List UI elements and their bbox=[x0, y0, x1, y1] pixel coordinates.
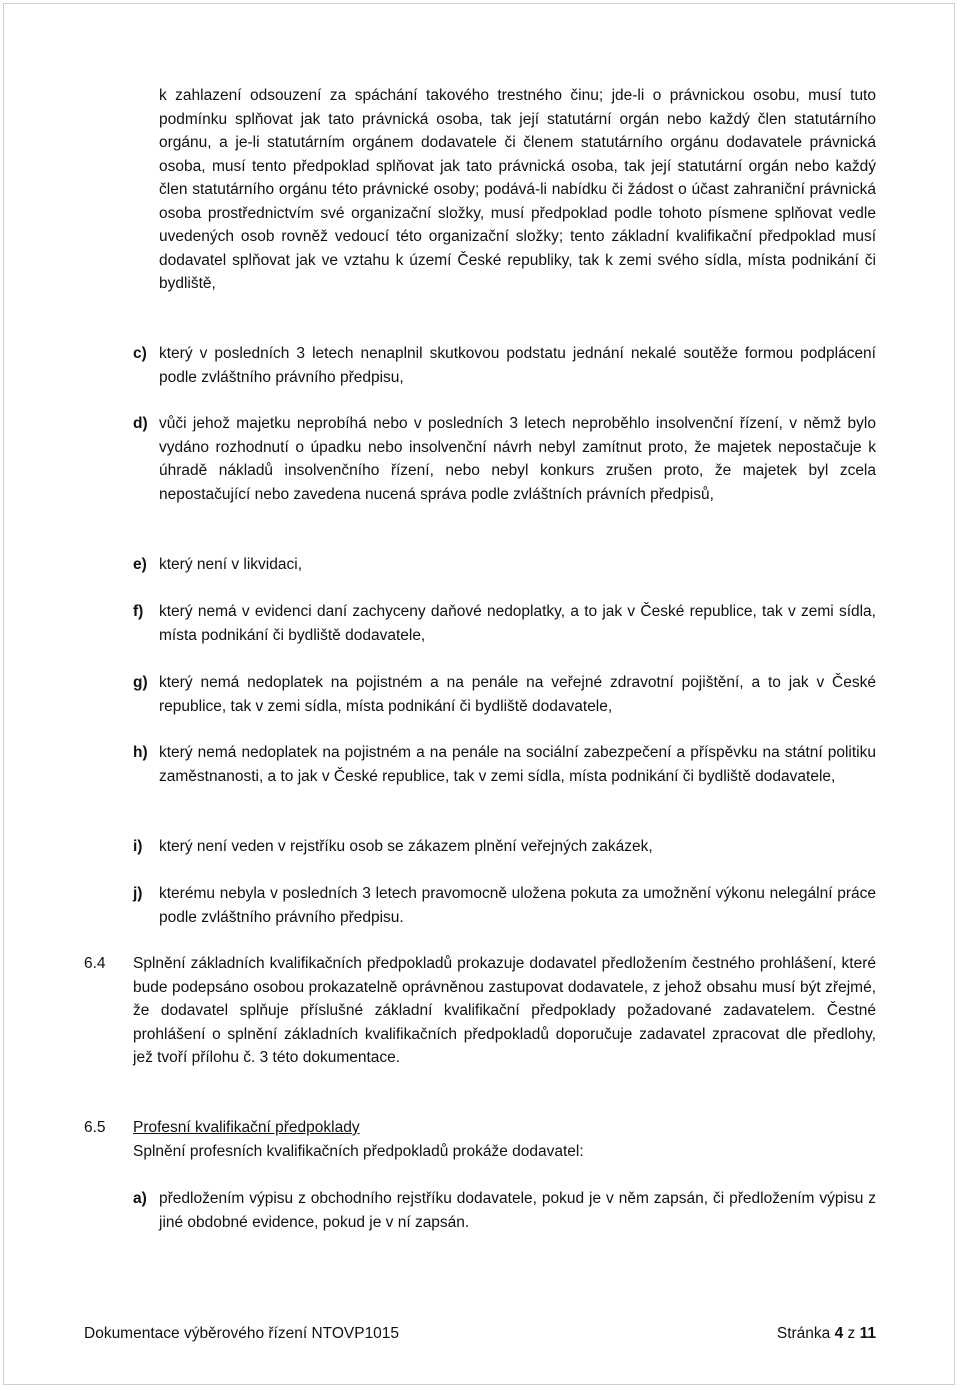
list-item-label: f) bbox=[133, 603, 144, 620]
section-number: 6.4 bbox=[84, 955, 106, 972]
list-item-text: předložením výpisu z obchodního rejstříku dodavatele, pokud je v něm zapsán, či předložením výpisu z jiné obdobné evidence, pokud je v ní zapsán. bbox=[159, 1190, 876, 1231]
section-6-4 bbox=[84, 952, 876, 1070]
current-page: 4 bbox=[834, 1325, 844, 1342]
list-item-i bbox=[133, 835, 876, 859]
list-item-label: c) bbox=[133, 345, 147, 362]
list-item-text: který nemá nedoplatek na pojistném a na penále na veřejné zdravotní pojištění, a to jak v České republice, tak v zemi sídla, místa podnikání či bydliště dodavatele, bbox=[159, 674, 876, 715]
list-item-a bbox=[133, 1187, 876, 1234]
page-footer bbox=[84, 1322, 876, 1346]
list-item-text: který nemá nedoplatek na pojistném a na penále na sociální zabezpečení a příspěvku na státní politiku zaměstnanosti, a to jak v České republice, tak v zemi sídla, místa podnikání či bydliště dodavatele, bbox=[159, 744, 876, 785]
total-pages: 11 bbox=[859, 1325, 876, 1342]
list-item-text: který v posledních 3 letech nenaplnil skutkovou podstatu jednání nekalé soutěže formou podplácení podle zvláštního právního předpisu, bbox=[159, 345, 876, 386]
list-item-j bbox=[133, 882, 876, 929]
section-number: 6.5 bbox=[84, 1119, 106, 1136]
footer-page-number: Stránka 4 z 11 bbox=[776, 1325, 876, 1342]
list-item-label: h) bbox=[133, 744, 148, 761]
list-item-g bbox=[133, 671, 876, 718]
footer-document-title: Dokumentace výběrového řízení NTOVP1015 bbox=[84, 1325, 400, 1342]
list-item-label: d) bbox=[133, 415, 148, 432]
intro-paragraph: k zahlazení odsouzení za spáchání takového trestného činu; jde-li o právnickou osobu, musí tuto podmínku splňovat jak tato právnická osoba, tak její statutární orgán nebo každý člen statutárního orgánu, a je-li statutárním orgánem dodavatele či členem statutárního orgánu dodavatele právnická osoba, musí tento předpoklad splňovat jak tato právnická osoba, tak její statutární orgán nebo každý člen statutárního orgánu této právnické osoby; podává-li nabídku či žádost o účast zahraniční právnická osoba prostřednictvím své organizační složky, musí předpoklad podle tohoto písmene splňovat vedle uvedených osob rovněž vedoucí této organizační složky; tento základní kvalifikační předpoklad musí dodavatel splňovat jak ve vztahu k území České republiky, tak k zemi svého sídla, místa podnikání či bydliště, bbox=[159, 87, 876, 292]
list-item-d bbox=[133, 412, 876, 506]
list-item-text: který není veden v rejstříku osob se zákazem plnění veřejných zakázek, bbox=[159, 838, 653, 855]
list-item-text: kterému nebyla v posledních 3 letech pravomocně uložena pokuta za umožnění výkonu nelegální práce podle zvláštního právního předpisu. bbox=[159, 885, 876, 926]
list-item-label: j) bbox=[133, 885, 143, 902]
list-item-c bbox=[133, 342, 876, 389]
list-item-f bbox=[133, 600, 876, 647]
list-item-label: a) bbox=[133, 1190, 147, 1207]
section-text: Splnění základních kvalifikačních předpokladů prokazuje dodavatel předložením čestného prohlášení, které bude podepsáno osobou prokazatelně oprávněnou zastupovat dodavatele, z jehož obsahu musí být zřejmé, že dodavatel splňuje příslušné základní kvalifikační předpoklady požadované zadavatelem. Čestné prohlášení o splnění základních kvalifikačních předpokladů doporučuje zadavatel zpracovat dle předlohy, jež tvoří přílohu č. 3 této dokumentace. bbox=[133, 955, 876, 1066]
list-item-e bbox=[133, 553, 876, 577]
list-item-text: vůči jehož majetku neprobíhá nebo v posledních 3 letech neproběhlo insolvenční řízení, v němž bylo vydáno rozhodnutí o úpadku nebo insolvenční návrh nebyl zamítnut proto, že majetek nepostačuje k úhradě nákladů insolvenčního řízení, nebo nebyl konkurs zrušen proto, že majetek byl zcela nepostačující nebo zavedena nucená správa podle zvláštních právních předpisů, bbox=[159, 415, 876, 503]
list-item-text: který nemá v evidenci daní zachyceny daňové nedoplatky, a to jak v České republice, tak v zemi sídla, místa podnikání či bydliště dodavatele, bbox=[159, 603, 876, 644]
section-6-5 bbox=[84, 1116, 876, 1163]
list-item-text: který není v likvidaci, bbox=[159, 556, 302, 573]
list-item-label: i) bbox=[133, 838, 143, 855]
list-item-label: e) bbox=[133, 556, 147, 573]
list-item-h bbox=[133, 741, 876, 788]
section-text: Splnění profesních kvalifikačních předpokladů prokáže dodavatel: bbox=[133, 1142, 584, 1160]
list-item-label: g) bbox=[133, 674, 148, 691]
section-heading: Profesní kvalifikační předpoklady bbox=[133, 1119, 360, 1136]
